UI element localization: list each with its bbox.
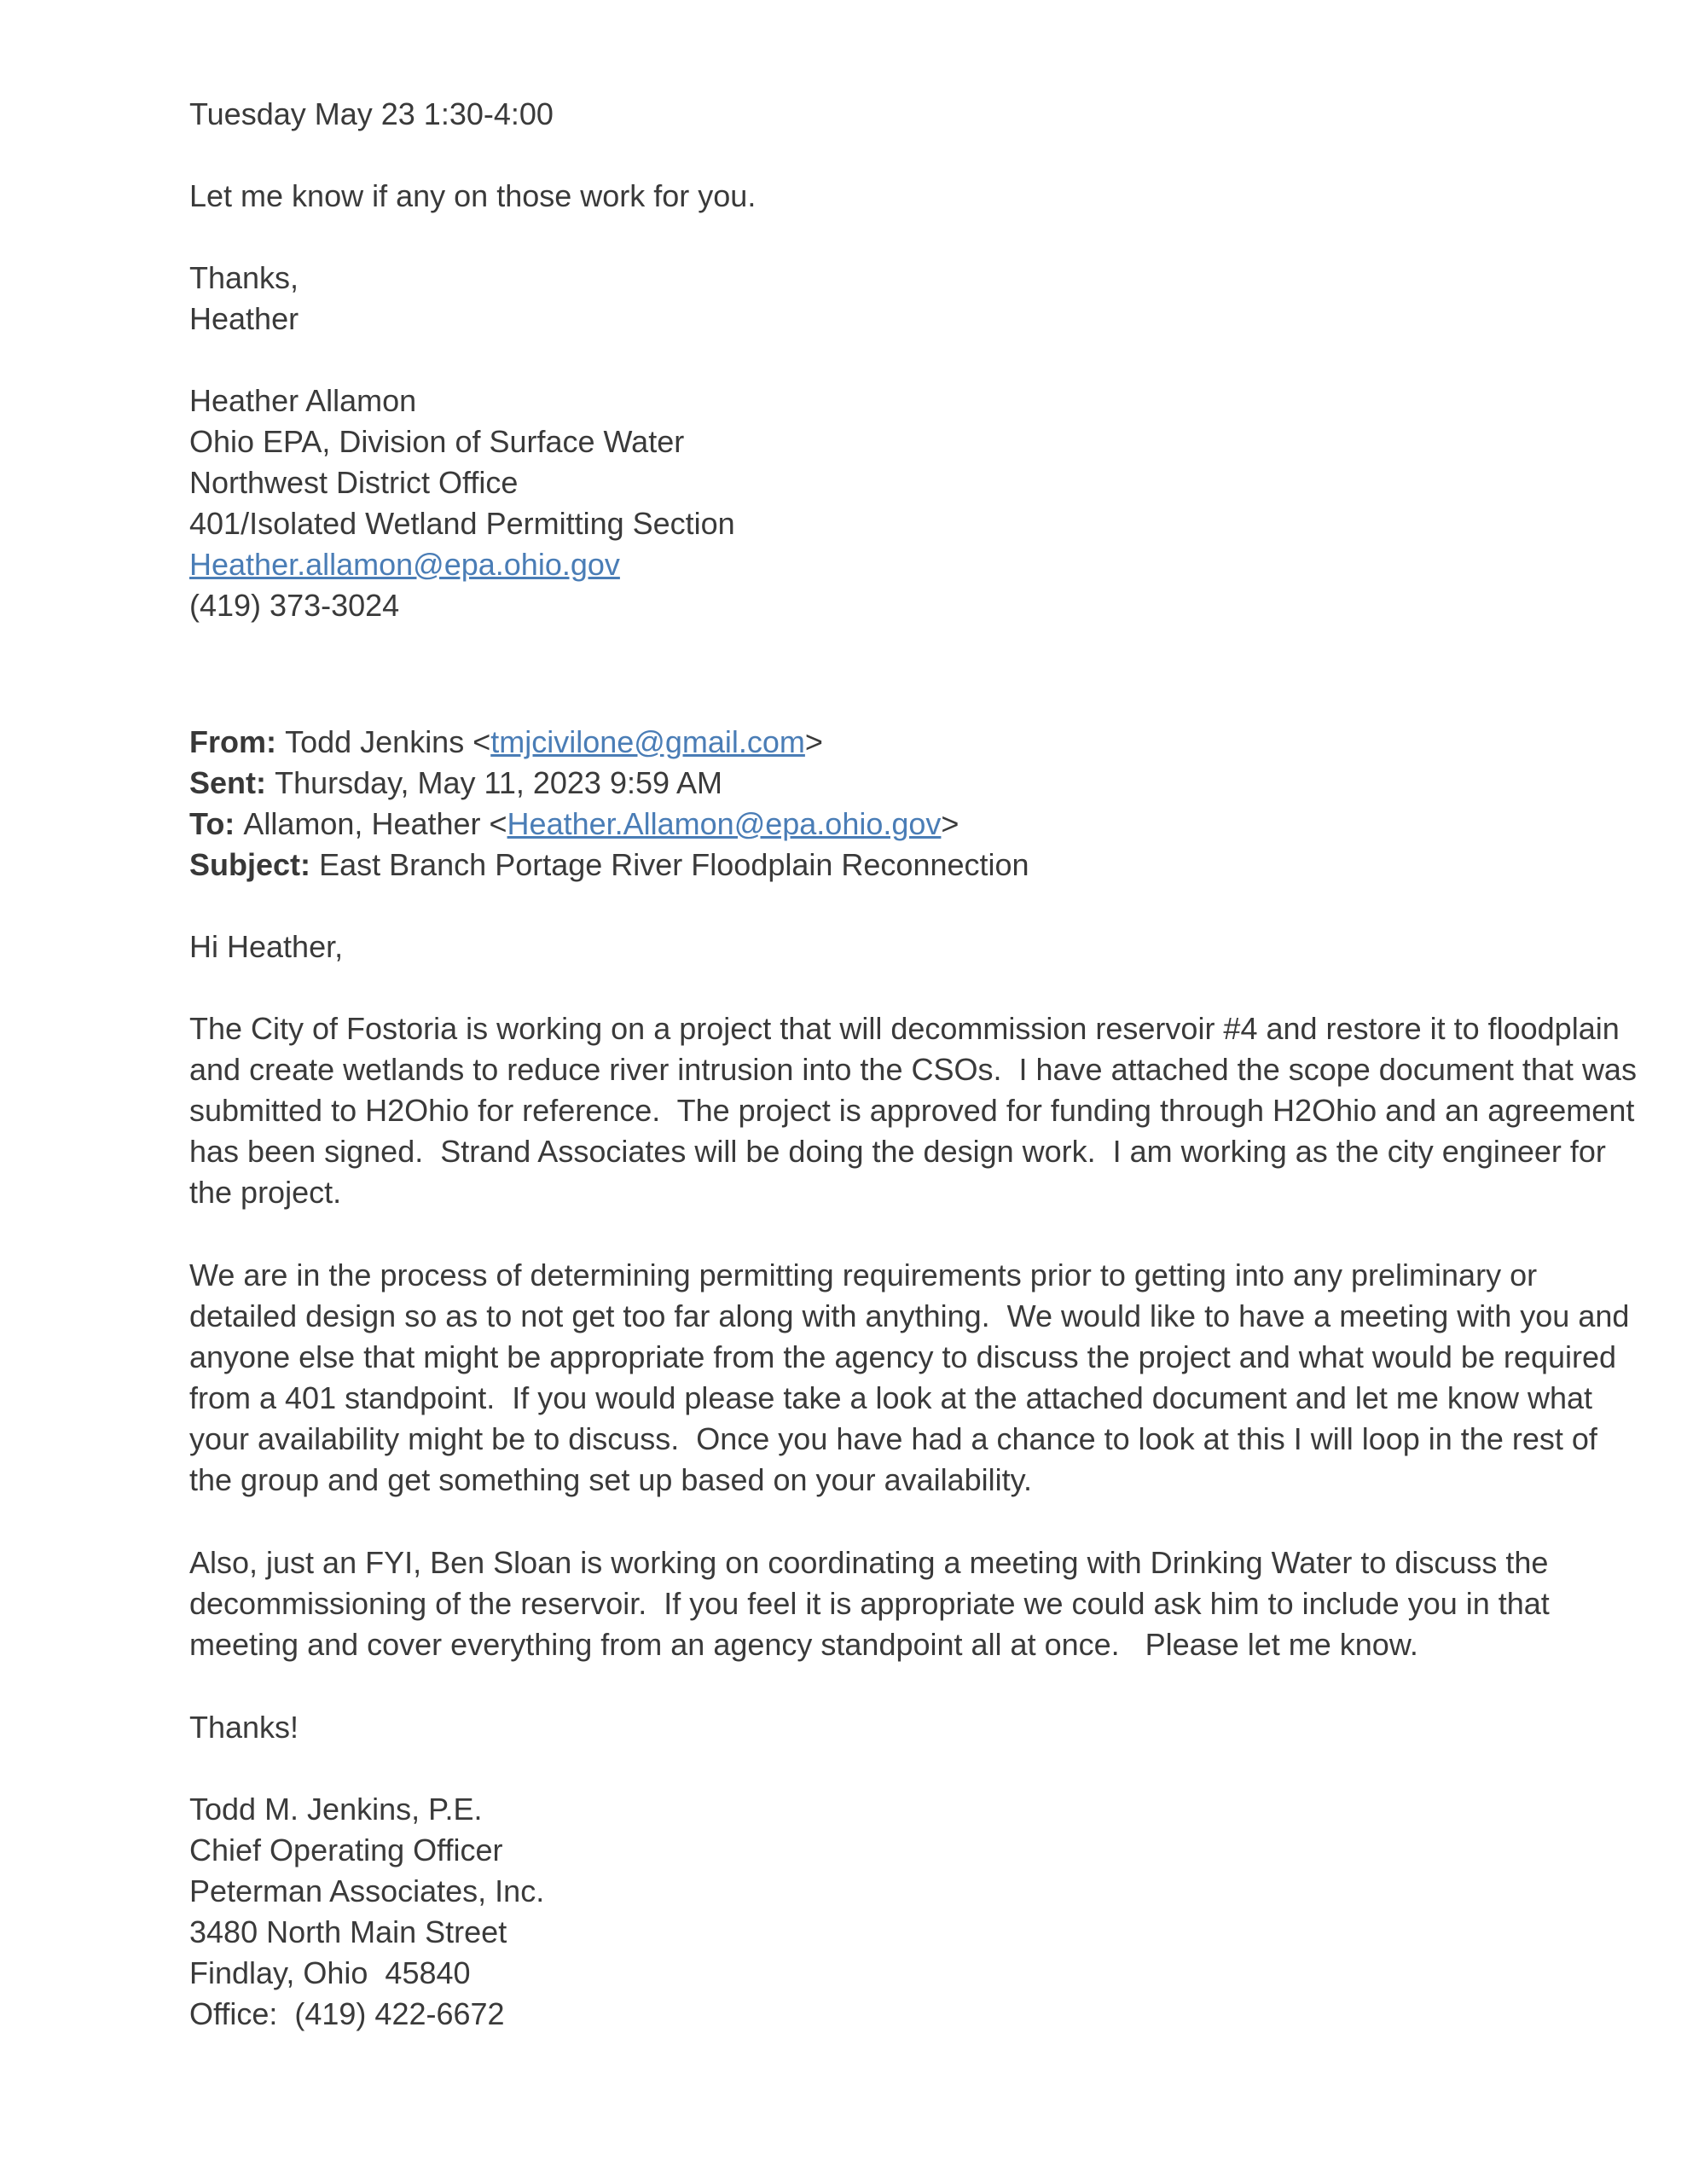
body-paragraph-3: Also, just an FYI, Ben Sloan is working on coordinating a meeting with Drinking Water to discuss the decommissioning of the reservoir. If you feel it is appropriate we could ask him to include you in that meeting and cover everything from an agency standpoint all at once. Please let me know. <box>189 1545 1558 1662</box>
reply-signoff: Thanks, <box>189 260 299 295</box>
to-value-prefix: Allamon, Heather < <box>243 806 507 841</box>
to-value-suffix: > <box>941 806 959 841</box>
from-label: From: <box>189 724 276 759</box>
to-label: To: <box>189 806 235 841</box>
quoted-message-body <box>189 926 1645 1748</box>
signature-title: Chief Operating Officer <box>189 1833 503 1867</box>
proposed-meeting-time: Tuesday May 23 1:30-4:00 <box>189 96 554 131</box>
availability-request-line: Let me know if any on those work for you. <box>189 178 757 213</box>
signature-office: Northwest District Office <box>189 465 519 500</box>
from-value-suffix: > <box>804 724 823 759</box>
todd-signature-block <box>189 1789 1639 2035</box>
subject-label: Subject: <box>189 847 311 882</box>
heather-email-link[interactable]: Heather.allamon@epa.ohio.gov <box>189 547 620 582</box>
header-sent-line <box>189 763 1639 804</box>
body-signoff: Thanks! <box>189 1710 299 1745</box>
signature-city-state-zip: Findlay, Ohio 45840 <box>189 1955 471 1990</box>
signature-office-phone: Office: (419) 422-6672 <box>189 1996 505 2031</box>
header-to-line <box>189 804 1639 845</box>
sent-value: Thursday, May 11, 2023 9:59 AM <box>275 765 723 800</box>
from-email-link[interactable]: tmjcivilone@gmail.com <box>490 724 805 759</box>
body-paragraph-2: We are in the process of determining permitting requirements prior to getting into any preliminary or detailed design so as to not get too far along with anything. We would like to have a meeting with you and anyone else that might be appropriate from the agency to discuss the project and what would be required from a 401 standpoint. If you would please take a look at the attached document and let me know what your availability might be to discuss. Once you have had a chance to look at this I will loop in the rest of the group and get something set up based on your availability. <box>189 1258 1638 1497</box>
to-email-link[interactable]: Heather.Allamon@epa.ohio.gov <box>507 806 942 841</box>
signature-name: Todd M. Jenkins, P.E. <box>189 1792 483 1827</box>
signature-street: 3480 North Main Street <box>189 1914 507 1949</box>
body-greeting: Hi Heather, <box>189 929 344 964</box>
body-paragraph-1: The City of Fostoria is working on a project that will decommission reservoir #4 and restore it to floodplain and create wetlands to reduce river intrusion into the CSOs. I have attached the scope document that was submitted to H2Ohio for reference. The project is approved for funding through H2Ohio and an agreement has been signed. Strand Associates will be doing the design work. I am working as the city engineer for the project. <box>189 1011 1645 1210</box>
sent-label: Sent: <box>189 765 266 800</box>
signature-section: 401/Isolated Wetland Permitting Section <box>189 506 735 541</box>
header-from-line <box>189 722 1639 763</box>
heather-signature-block <box>189 380 1639 626</box>
quoted-message-header <box>189 722 1639 886</box>
signature-phone: (419) 373-3024 <box>189 588 400 623</box>
signature-email-line <box>189 544 1639 585</box>
signature-name: Heather Allamon <box>189 383 417 418</box>
signature-organization: Ohio EPA, Division of Surface Water <box>189 424 685 459</box>
from-value-prefix: Todd Jenkins < <box>285 724 491 759</box>
signature-company: Peterman Associates, Inc. <box>189 1873 545 1908</box>
subject-value: East Branch Portage River Floodplain Reconnection <box>319 847 1029 882</box>
header-subject-line <box>189 845 1639 886</box>
reply-signoff-name: Heather <box>189 301 299 336</box>
